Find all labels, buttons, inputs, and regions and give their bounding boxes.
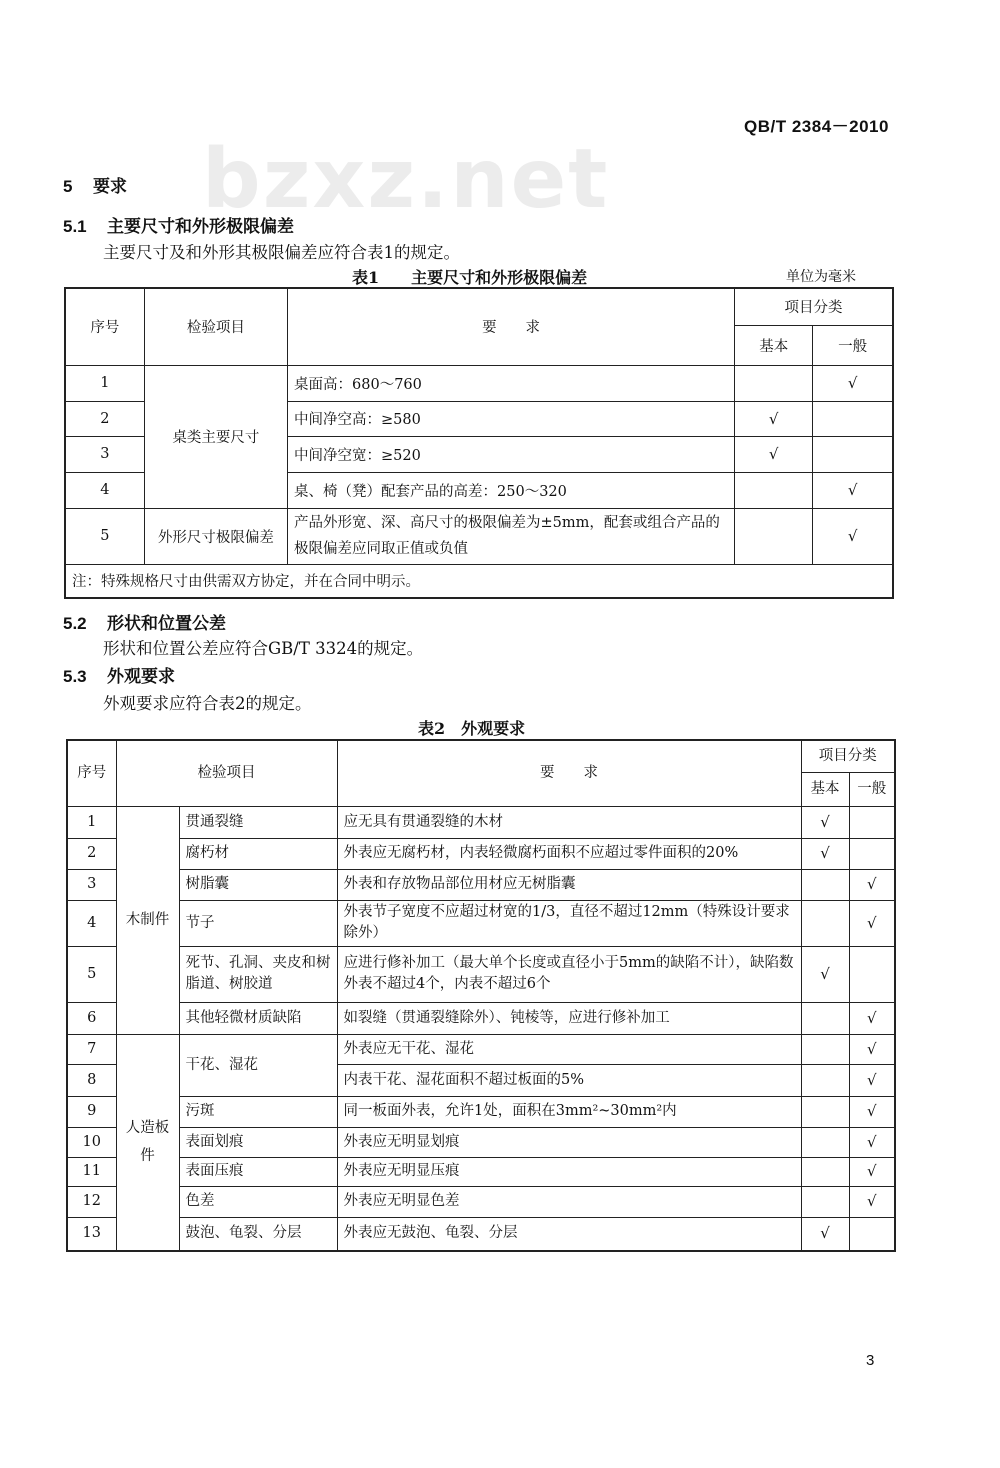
row-requirement: 应无具有贯通裂缝的木材 bbox=[337, 806, 801, 838]
row-basic bbox=[801, 1127, 849, 1157]
group-wood: 木制件 bbox=[116, 806, 179, 1034]
row-general bbox=[813, 401, 893, 436]
row-subitem: 表面划痕 bbox=[179, 1127, 337, 1157]
row-subitem: 其他轻微材质缺陷 bbox=[179, 1002, 337, 1034]
row-no: 1 bbox=[65, 365, 144, 401]
row-general: √ bbox=[849, 1157, 895, 1186]
group-panel: 人造板件 bbox=[116, 1034, 179, 1251]
row-no: 9 bbox=[67, 1096, 116, 1127]
row-subitem: 死节、孔洞、夹皮和树脂道、树胶道 bbox=[179, 946, 337, 1002]
table-row bbox=[67, 1002, 895, 1034]
section-title: 外观要求 bbox=[107, 667, 175, 687]
row-no: 11 bbox=[67, 1157, 116, 1186]
row-requirement: 桌面高：680～760 bbox=[288, 365, 735, 401]
row-general: √ bbox=[849, 1186, 895, 1217]
row-basic bbox=[801, 1034, 849, 1064]
row-general: √ bbox=[849, 900, 895, 946]
table-row bbox=[67, 838, 895, 869]
row-no: 8 bbox=[67, 1064, 116, 1096]
row-no: 6 bbox=[67, 1002, 116, 1034]
header-general: 一般 bbox=[849, 772, 895, 806]
row-basic bbox=[801, 1064, 849, 1096]
row-requirement: 内表干花、湿花面积不超过板面的5% bbox=[337, 1064, 801, 1096]
row-general bbox=[813, 436, 893, 472]
section-number: 5.2 bbox=[63, 614, 87, 633]
row-basic bbox=[801, 1157, 849, 1186]
row-subitem: 节子 bbox=[179, 900, 337, 946]
row-requirement: 应进行修补加工（最大单个长度或直径小于5mm的缺陷不计），缺陷数外表不超过4个，内表不超过6个 bbox=[337, 946, 801, 1002]
row-requirement: 外表应无明显划痕 bbox=[337, 1127, 801, 1157]
table-row bbox=[67, 1157, 895, 1186]
watermark: bzxz.net bbox=[202, 132, 610, 227]
row-requirement: 同一板面外表，允许1处，面积在3mm²~30mm²内 bbox=[337, 1096, 801, 1127]
row-general: √ bbox=[813, 365, 893, 401]
section-title: 形状和位置公差 bbox=[107, 614, 226, 634]
row-no: 12 bbox=[67, 1186, 116, 1217]
row-basic: √ bbox=[735, 401, 813, 436]
table2 bbox=[66, 739, 896, 1252]
header-no: 序号 bbox=[65, 288, 144, 365]
page-number: 3 bbox=[866, 1352, 875, 1369]
row-general bbox=[849, 806, 895, 838]
row-requirement: 外表和存放物品部位用材应无树脂囊 bbox=[337, 869, 801, 900]
row-requirement: 中间净空高：≥580 bbox=[288, 401, 735, 436]
table-row bbox=[67, 946, 895, 1002]
row-general: √ bbox=[813, 472, 893, 508]
row-basic bbox=[801, 1096, 849, 1127]
header-class: 项目分类 bbox=[735, 288, 893, 325]
row-general: √ bbox=[813, 508, 893, 564]
row-general: √ bbox=[849, 1002, 895, 1034]
table1-caption: 表1 主要尺寸和外形极限偏差 bbox=[352, 268, 588, 287]
row-general: √ bbox=[849, 1034, 895, 1064]
row-no: 2 bbox=[67, 838, 116, 869]
row-requirement: 外表应无鼓泡、龟裂、分层 bbox=[337, 1217, 801, 1251]
row-subitem: 贯通裂缝 bbox=[179, 806, 337, 838]
row-requirement: 外表应无明显色差 bbox=[337, 1186, 801, 1217]
row-basic: √ bbox=[735, 436, 813, 472]
table-row bbox=[67, 1096, 895, 1127]
table-row bbox=[67, 1034, 895, 1064]
section-title: 要求 bbox=[93, 177, 127, 197]
row-no: 10 bbox=[67, 1127, 116, 1157]
row-requirement: 如裂缝（贯通裂缝除外）、钝棱等，应进行修补加工 bbox=[337, 1002, 801, 1034]
section-number: 5 bbox=[63, 177, 73, 196]
header-no: 序号 bbox=[67, 740, 116, 806]
table1-note: 注：特殊规格尺寸由供需双方协定，并在合同中明示。 bbox=[65, 564, 893, 598]
row-subitem: 腐朽材 bbox=[179, 838, 337, 869]
table-row bbox=[67, 1217, 895, 1251]
row-no: 7 bbox=[67, 1034, 116, 1064]
table1-unit: 单位为毫米 bbox=[786, 269, 856, 285]
row-requirement: 桌、椅（凳）配套产品的高差：250～320 bbox=[288, 472, 735, 508]
row-item: 桌类主要尺寸 bbox=[144, 365, 287, 508]
row-no: 13 bbox=[67, 1217, 116, 1251]
table1 bbox=[64, 287, 894, 599]
section-number: 5.3 bbox=[63, 667, 87, 686]
row-basic bbox=[801, 869, 849, 900]
section-5-heading bbox=[63, 172, 127, 197]
row-requirement: 外表应无干花、湿花 bbox=[337, 1034, 801, 1064]
row-item: 外形尺寸极限偏差 bbox=[144, 508, 287, 564]
row-general: √ bbox=[849, 1096, 895, 1127]
row-requirement: 外表应无明显压痕 bbox=[337, 1157, 801, 1186]
row-no: 1 bbox=[67, 806, 116, 838]
table-row bbox=[67, 869, 895, 900]
row-basic bbox=[735, 365, 813, 401]
row-subitem: 树脂囊 bbox=[179, 869, 337, 900]
row-no: 4 bbox=[67, 900, 116, 946]
header-general: 一般 bbox=[813, 325, 893, 365]
section-5-2-heading bbox=[63, 609, 226, 634]
section-5-3-heading bbox=[63, 662, 175, 687]
header-basic: 基本 bbox=[735, 325, 813, 365]
row-general: √ bbox=[849, 1127, 895, 1157]
row-basic bbox=[801, 900, 849, 946]
row-general: √ bbox=[849, 869, 895, 900]
table-row bbox=[67, 806, 895, 838]
row-basic bbox=[735, 508, 813, 564]
row-requirement: 外表节子宽度不应超过材宽的1/3，直径不超过12mm（特殊设计要求除外） bbox=[337, 900, 801, 946]
section-5-1-text: 主要尺寸及和外形其极限偏差应符合表1的规定。 bbox=[103, 243, 460, 262]
row-no: 3 bbox=[67, 869, 116, 900]
table2-caption: 表2 外观要求 bbox=[418, 719, 526, 738]
header-requirement: 要 求 bbox=[337, 740, 801, 806]
section-5-1-heading bbox=[63, 212, 294, 237]
row-basic: √ bbox=[801, 1217, 849, 1251]
row-general bbox=[849, 1217, 895, 1251]
row-subitem: 鼓泡、龟裂、分层 bbox=[179, 1217, 337, 1251]
row-no: 3 bbox=[65, 436, 144, 472]
section-5-2-text: 形状和位置公差应符合GB/T 3324的规定。 bbox=[103, 639, 424, 658]
row-requirement: 中间净空宽：≥520 bbox=[288, 436, 735, 472]
section-number: 5.1 bbox=[63, 217, 87, 236]
row-subitem: 干花、湿花 bbox=[179, 1034, 337, 1096]
row-basic: √ bbox=[801, 806, 849, 838]
header-item: 检验项目 bbox=[144, 288, 287, 365]
table-row bbox=[67, 1186, 895, 1217]
row-basic bbox=[801, 1186, 849, 1217]
header-requirement: 要 求 bbox=[288, 288, 735, 365]
row-no: 4 bbox=[65, 472, 144, 508]
row-no: 2 bbox=[65, 401, 144, 436]
table-row bbox=[67, 1127, 895, 1157]
row-basic bbox=[801, 1002, 849, 1034]
row-subitem: 表面压痕 bbox=[179, 1157, 337, 1186]
header-basic: 基本 bbox=[801, 772, 849, 806]
row-subitem: 色差 bbox=[179, 1186, 337, 1217]
row-requirement: 产品外形宽、深、高尺寸的极限偏差为±5mm，配套或组合产品的极限偏差应同取正值或负值 bbox=[288, 508, 735, 564]
row-no: 5 bbox=[65, 508, 144, 564]
section-title: 主要尺寸和外形极限偏差 bbox=[107, 217, 294, 237]
table-row bbox=[65, 365, 893, 401]
row-subitem: 污斑 bbox=[179, 1096, 337, 1127]
row-basic bbox=[735, 472, 813, 508]
section-5-3-text: 外观要求应符合表2的规定。 bbox=[103, 694, 312, 713]
standard-code: QB/T 2384－2010 bbox=[744, 117, 889, 136]
row-general bbox=[849, 946, 895, 1002]
header-item: 检验项目 bbox=[116, 740, 337, 806]
row-general: √ bbox=[849, 1064, 895, 1096]
row-no: 5 bbox=[67, 946, 116, 1002]
table-row bbox=[67, 900, 895, 946]
row-basic: √ bbox=[801, 838, 849, 869]
row-basic: √ bbox=[801, 946, 849, 1002]
table-row bbox=[65, 508, 893, 564]
header-class: 项目分类 bbox=[801, 740, 895, 772]
row-requirement: 外表应无腐朽材，内表轻微腐朽面积不应超过零件面积的20% bbox=[337, 838, 801, 869]
row-general bbox=[849, 838, 895, 869]
